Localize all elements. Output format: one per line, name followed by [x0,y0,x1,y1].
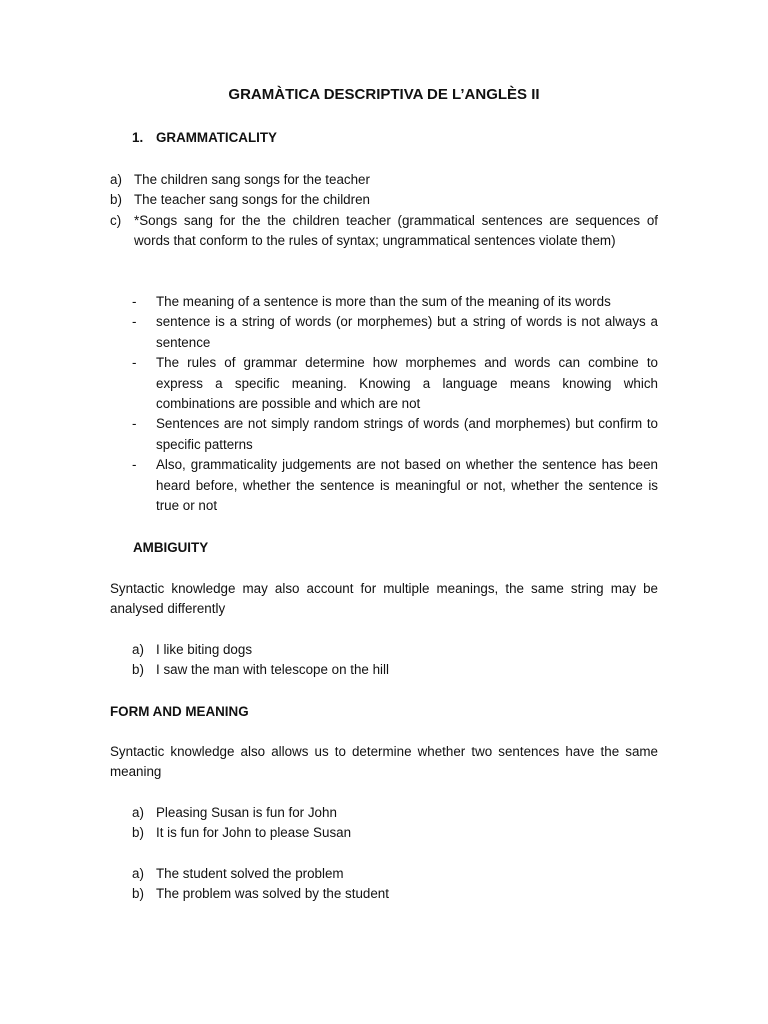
document-title: GRAMÀTICA DESCRIPTIVA DE L’ANGLÈS II [228,86,540,103]
section-heading [110,128,658,148]
list-item [110,660,658,680]
form-meaning-paragraph: Syntactic knowledge also allows us to determine whether two sentences have the same meaning [110,744,658,780]
bullet-text: Sentences are not simply random strings of words (and morphemes) but confirm to specific patterns [156,416,658,452]
bullet-item [110,414,658,455]
list-text: *Songs sang for the the children teacher (grammatical sentences are sequences of words that conform to the rules of syntax; ungrammatical sentences violate them) [134,212,658,249]
list-text: I saw the man with telescope on the hill [156,662,389,678]
bullet-marker: - [132,294,137,309]
bullet-item [110,292,658,312]
example-list-grammaticality [110,170,658,252]
form-meaning-heading: FORM AND MEANING [110,704,249,719]
bullet-marker: - [132,314,137,330]
list-item [110,211,658,252]
section-title: GRAMMATICALITY [156,130,277,145]
list-item [110,190,658,210]
list-item [110,823,658,843]
bullet-marker: - [132,416,137,432]
list-text: The problem was solved by the student [156,886,389,902]
list-text: I like biting dogs [156,642,253,657]
bullet-marker: - [132,457,137,473]
bullet-list [110,292,658,516]
bullet-text: The meaning of a sentence is more than the sum of the meaning of its words [156,294,611,309]
list-item [110,170,658,190]
list-text: The children sang songs for the teacher [134,172,370,187]
list-text: The teacher sang songs for the children [134,192,370,208]
list-marker: b) [132,825,144,841]
list-marker: b) [132,886,144,902]
list-marker: a) [132,866,144,881]
list-item [110,864,658,884]
bullet-text: The rules of grammar determine how morphemes and words can combine to express a specific meaning. Knowing a language means knowing which combinations are possible and which are not [156,355,658,412]
list-marker: a) [132,805,144,820]
list-marker: a) [132,642,144,657]
ambiguity-heading: AMBIGUITY [133,540,209,555]
bullet-text: Also, grammaticality judgements are not based on whether the sentence has been heard before, whether the sentence is meaningful or not, whether the sentence is true or not [156,457,658,514]
bullet-item [110,353,658,414]
bullet-item [110,455,658,516]
example-list-ambiguity [110,640,658,681]
list-text: It is fun for John to please Susan [156,825,352,841]
list-item [110,640,658,660]
bullet-item [110,312,658,353]
list-item [110,884,658,904]
list-text: The student solved the problem [156,866,344,881]
list-marker: a) [110,172,122,187]
section-number: 1. [132,130,144,145]
list-text: Pleasing Susan is fun for John [156,805,337,820]
example-list-form-1 [110,803,658,844]
ambiguity-paragraph: Syntactic knowledge may also account for multiple meanings, the same string may be analysed differently [110,581,658,617]
bullet-text: sentence is a string of words (or morphemes) but a string of words is not always a sentence [156,314,658,350]
example-list-form-2 [110,864,658,905]
list-item [110,803,658,823]
list-marker: c) [110,212,122,228]
list-marker: b) [132,662,144,678]
bullet-marker: - [132,355,137,371]
list-marker: b) [110,192,122,208]
